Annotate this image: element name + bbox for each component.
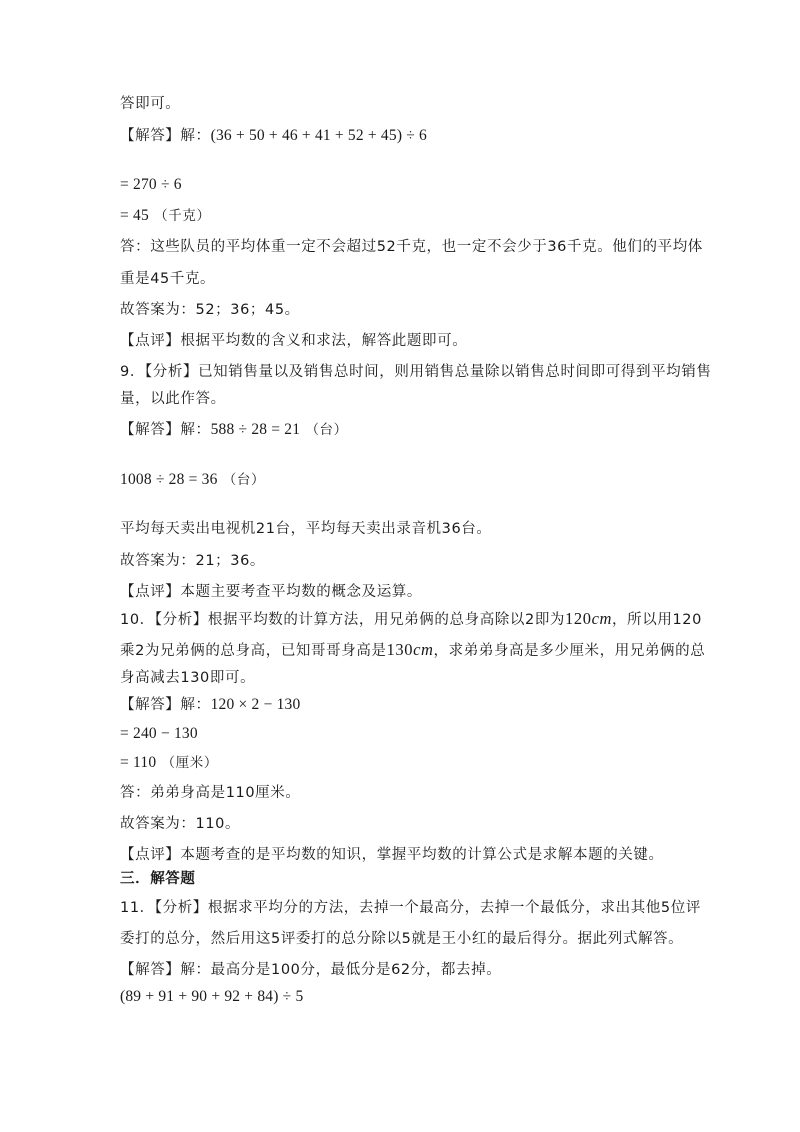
- solution-label: 【解答】解：: [120, 128, 211, 144]
- math-line: [120, 206, 211, 226]
- solution-line: [120, 695, 300, 715]
- section-heading: 三．解答题: [120, 871, 196, 887]
- text-segment: ，求弟弟身高是多少厘米，用兄弟俩的总: [433, 643, 706, 659]
- unit-label: （台）: [222, 472, 266, 488]
- solution-line: [120, 420, 348, 440]
- solution-label: 【解答】解：: [120, 422, 211, 438]
- math-expression: (36 + 50 + 46 + 41 + 52 + 45) ÷ 6: [210, 127, 427, 144]
- math-line: [120, 724, 198, 744]
- text-line: [120, 640, 705, 661]
- question-analysis: 11．【分析】根据求平均分的方法，去掉一个最高分，去掉一个最低分，求出其他5位评: [120, 900, 701, 916]
- text-line: 身高减去130即可。: [120, 670, 256, 686]
- math-number: 120: [565, 609, 592, 628]
- answer-summary: 故答案为：21；36。: [120, 553, 266, 569]
- math-line: [120, 987, 303, 1007]
- unit-label: （台）: [305, 422, 348, 438]
- text-line: 量，以此作答。: [120, 391, 226, 407]
- text-line: 重是45千克。: [120, 271, 216, 287]
- text-line: 答即可。: [120, 96, 181, 112]
- comment-line: 【点评】本题考查的是平均数的知识，掌握平均数的计算公式是求解本题的关键。: [120, 847, 664, 863]
- math-unit: cm: [413, 640, 434, 659]
- comment-line: 【点评】本题主要考查平均数的概念及运算。: [120, 584, 422, 600]
- text-line: 委打的总分，然后用这5评委打的总分除以5就是王小红的最后得分。据此列式解答。: [120, 931, 684, 947]
- text-line: 平均每天卖出电视机21台，平均每天卖出录音机36台。: [120, 521, 492, 537]
- question-analysis: 9．【分析】已知销售量以及销售总时间，则用销售总量除以销售总时间即可得到平均销售: [120, 364, 712, 380]
- unit-label: （厘米）: [161, 755, 218, 771]
- text-segment: 10．【分析】根据平均数的计算方法，用兄弟俩的总身高除以2即为: [120, 612, 566, 628]
- math-line: [120, 470, 265, 490]
- question-analysis: [120, 609, 702, 630]
- math-expression: 120 × 2 − 130: [210, 696, 301, 713]
- comment-line: 【点评】根据平均数的含义和求法，解答此题即可。: [120, 333, 468, 349]
- math-expression: = 240 − 130: [120, 725, 198, 742]
- answer-line: 答：弟弟身高是110厘米。: [120, 785, 301, 801]
- math-expression: = 110: [120, 754, 157, 771]
- math-expression: = 270 ÷ 6: [120, 176, 182, 193]
- math-number: 130: [386, 640, 414, 659]
- text-segment: ，所以用120: [612, 612, 702, 628]
- math-expression: = 45: [120, 207, 149, 224]
- solution-line: [120, 126, 427, 146]
- math-expression: 588 ÷ 28 = 21: [210, 421, 301, 438]
- answer-summary: 故答案为：52；36；45。: [120, 302, 300, 318]
- math-expression: 1008 ÷ 28 = 36: [120, 471, 218, 488]
- answer-line: 答：这些队员的平均体重一定不会超过52千克，也一定不会少于36千克。他们的平均体: [120, 239, 703, 255]
- math-line: [120, 175, 182, 195]
- unit-label: （千克）: [154, 208, 211, 224]
- solution-label: 【解答】解：: [120, 697, 211, 713]
- answer-summary: 故答案为：110。: [120, 816, 241, 832]
- math-expression: (89 + 91 + 90 + 92 + 84) ÷ 5: [120, 988, 304, 1005]
- text-segment: 乘2为兄弟俩的总身高，已知哥哥身高是: [120, 643, 387, 659]
- math-unit: cm: [591, 609, 613, 628]
- math-line: [120, 753, 218, 773]
- solution-line: 【解答】解：最高分是100分，最低分是62分，都去掉。: [120, 962, 502, 978]
